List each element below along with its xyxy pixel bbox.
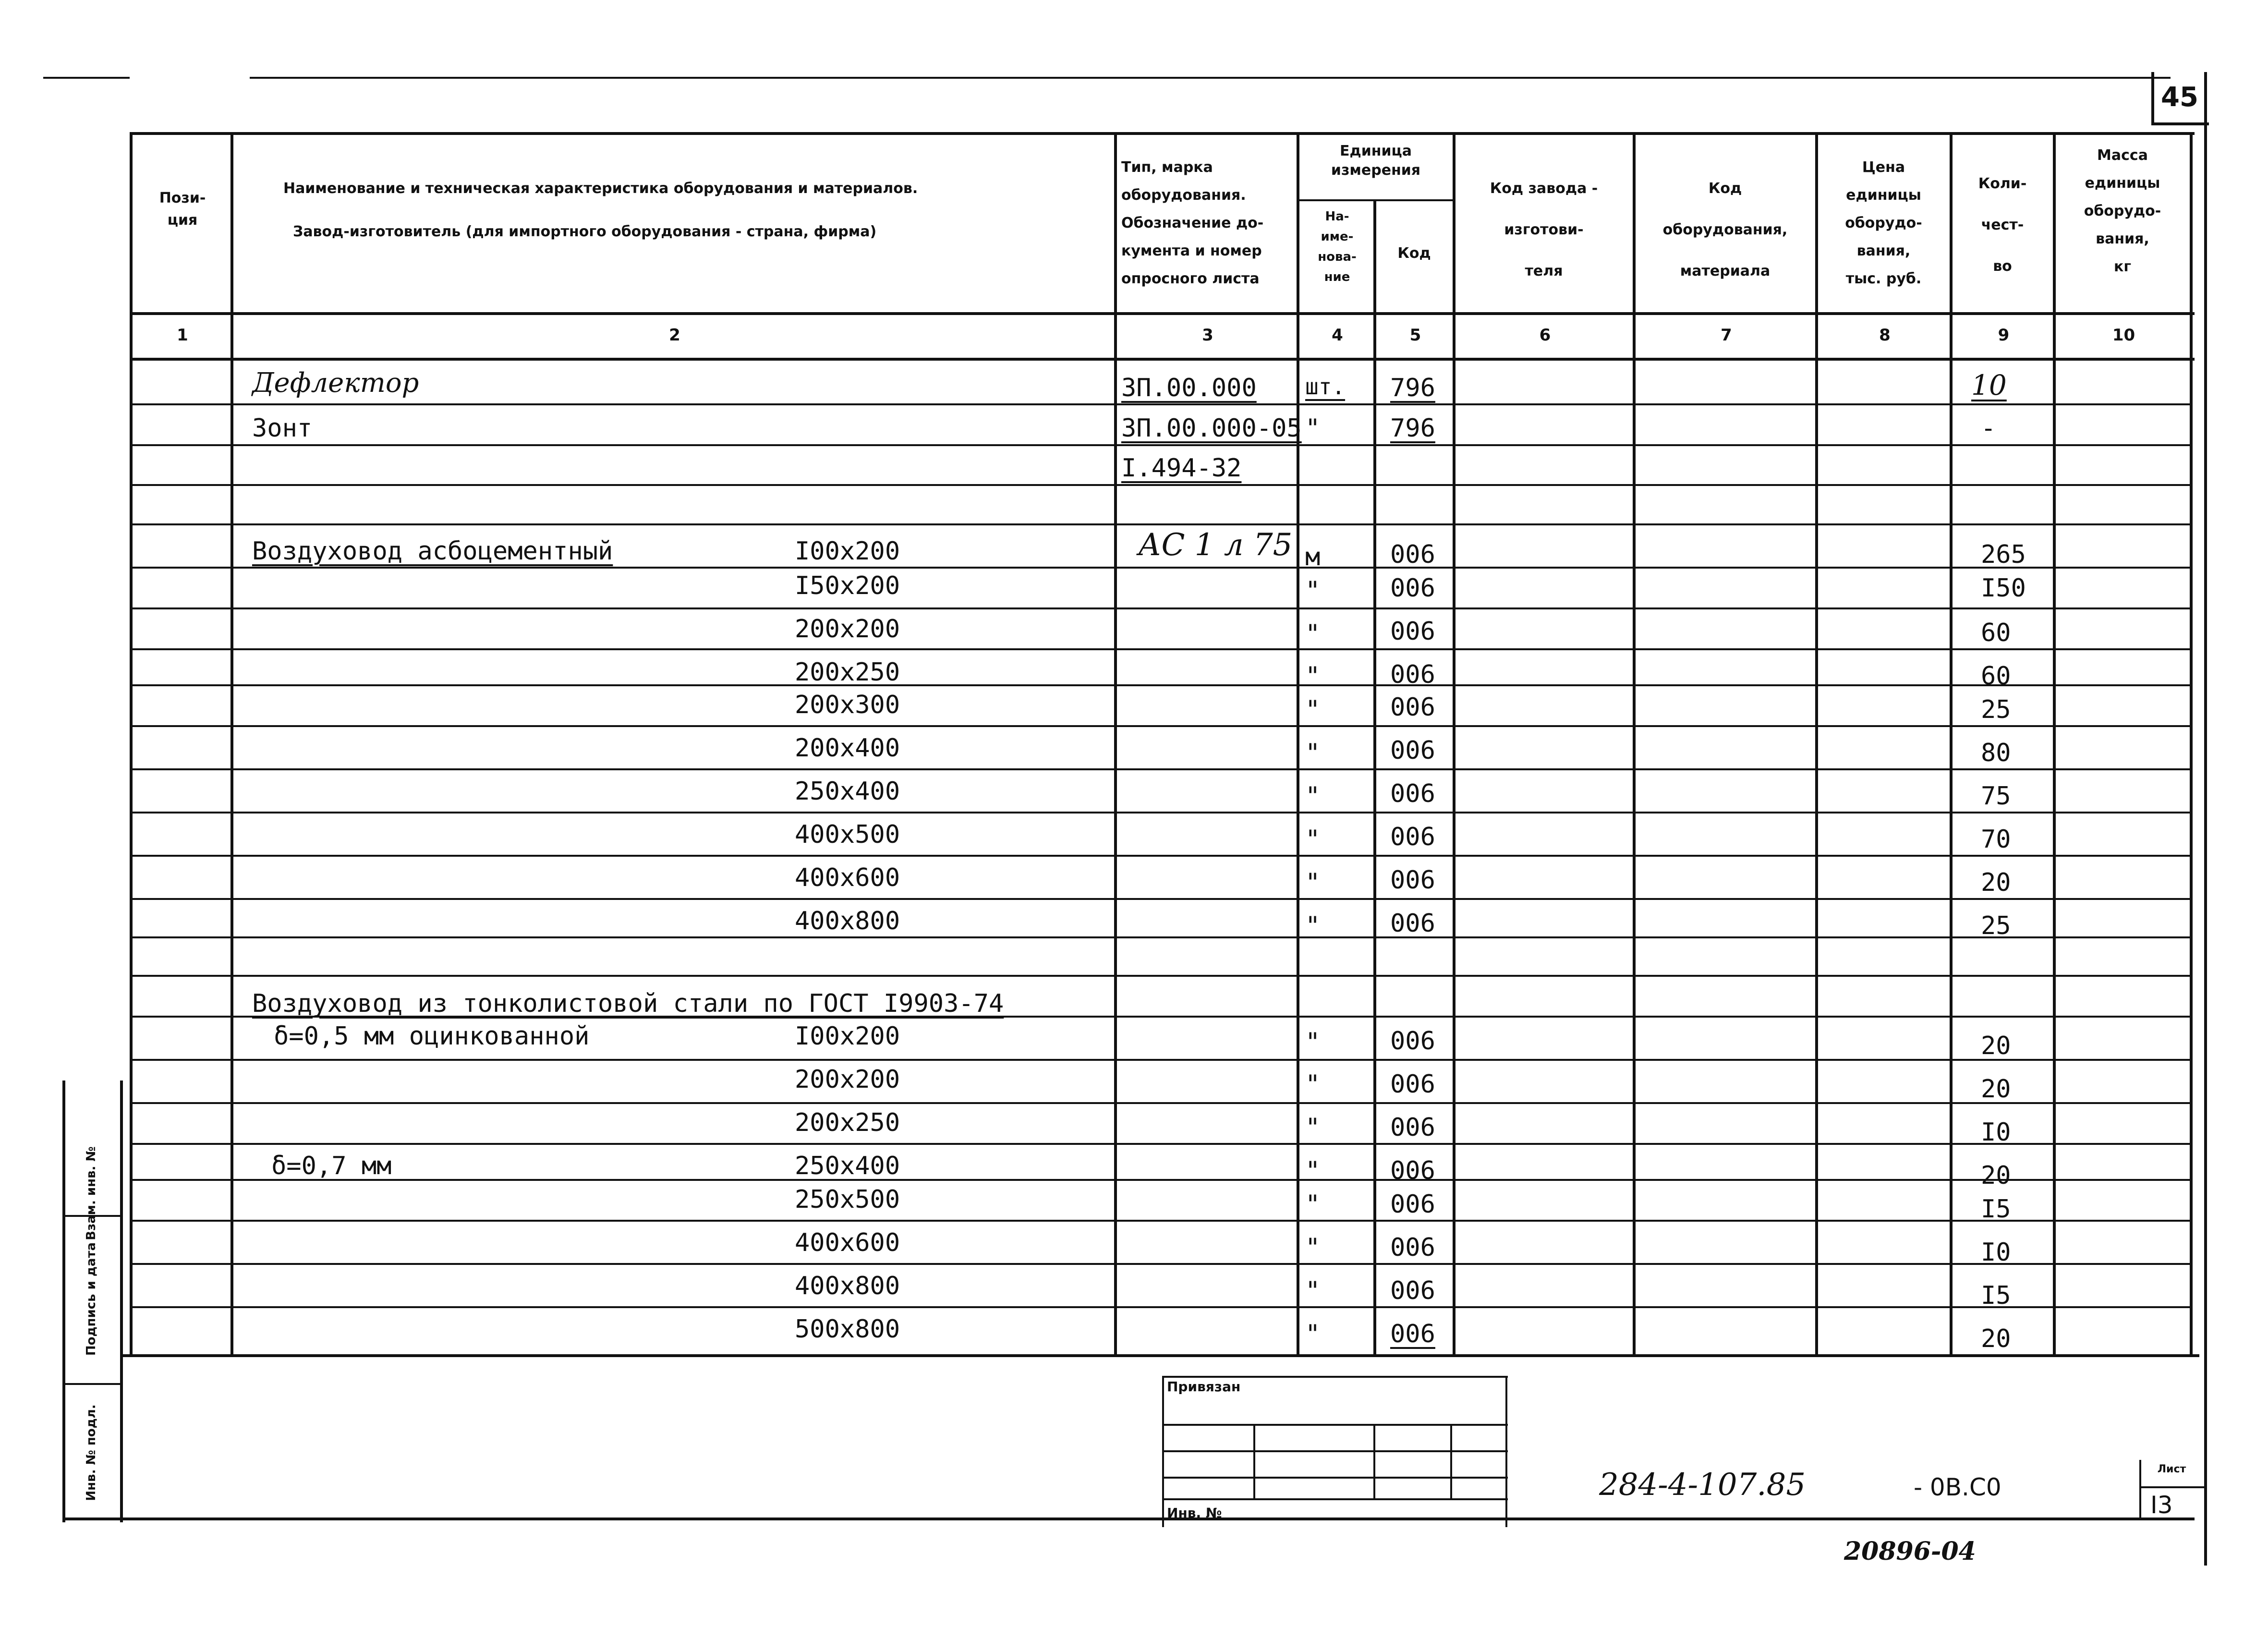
colnum-5: 5 (1409, 326, 1421, 345)
row-qty: 60 (1981, 662, 2011, 691)
row-unit: " (1305, 739, 1321, 767)
row-qty: I5 (1981, 1195, 2011, 1224)
top-dash-line (43, 77, 130, 79)
row-name: δ=0,7 мм (271, 1152, 392, 1180)
row-size: 250x400 (795, 1152, 900, 1180)
row-qty: 20 (1981, 1075, 2011, 1104)
colnum-7: 7 (1721, 326, 1732, 345)
row-unit: " (1305, 868, 1321, 897)
row-separator (130, 1220, 2192, 1222)
row-separator (130, 768, 2192, 770)
stamp-row1 (1162, 1424, 1508, 1426)
frame-right-border (2204, 72, 2207, 1566)
sheet-box-mid (2139, 1486, 2204, 1488)
row-separator (130, 607, 2192, 609)
row-unit: " (1305, 1113, 1321, 1142)
row-qty: 20 (1981, 1324, 2011, 1353)
row-code: 006 (1390, 1113, 1435, 1142)
row-code: 796 (1390, 414, 1435, 443)
row-qty: 25 (1981, 911, 2011, 940)
col-line-4 (1373, 199, 1376, 1354)
row-separator (130, 855, 2192, 857)
row-doc: АС 1 л 75 (1138, 527, 1293, 563)
stamp-row2 (1162, 1450, 1508, 1452)
top-border-line (250, 77, 2171, 79)
row-qty: 25 (1981, 695, 2011, 724)
row-code: 006 (1390, 1276, 1435, 1305)
header-col2-line1: Наименование и техническая характеристика оборудования и материалов. (283, 180, 918, 197)
row-separator (130, 1102, 2192, 1104)
row-qty: - (1981, 414, 1996, 443)
stamp-col3 (1450, 1424, 1452, 1498)
stamp-doc-code: 284-4-107.85 (1599, 1467, 1806, 1503)
row-code: 006 (1390, 779, 1435, 808)
row-size: 250x400 (795, 777, 900, 806)
row-qty: I50 (1981, 574, 2026, 603)
row-unit: " (1305, 695, 1321, 724)
row-separator (130, 648, 2192, 650)
row-qty: I0 (1981, 1238, 2011, 1267)
row-separator (130, 936, 2192, 938)
row-code: 006 (1390, 1070, 1435, 1099)
row-separator (130, 684, 2192, 686)
row-code: 006 (1390, 866, 1435, 895)
row-code: 006 (1390, 736, 1435, 765)
row-code: 006 (1390, 1233, 1435, 1262)
row-qty: 20 (1981, 1161, 2011, 1190)
row-code: 006 (1390, 1190, 1435, 1219)
row-unit: " (1305, 1233, 1321, 1262)
stamp-doc-suffix: - 0В.С0 (1914, 1473, 2001, 1501)
header-col8: Цена единицы оборудо- вания, тыс. руб. (1845, 159, 1922, 287)
side-strip-left (62, 1081, 65, 1522)
row-unit: " (1305, 911, 1321, 940)
header-col7: Код оборудования, материала (1662, 180, 1788, 279)
sheet-number-box-bottom (2151, 122, 2209, 125)
row-size: 200x200 (795, 615, 900, 643)
row-size: 200x250 (795, 658, 900, 687)
col-line-8 (1950, 132, 1953, 1354)
side-label-inv-podl: Инв. № подл. (84, 1404, 98, 1501)
row-size: 400x600 (795, 863, 900, 892)
row-unit: " (1305, 1156, 1321, 1185)
header-col5: Код (1397, 245, 1431, 262)
stamp-inv-no: Инв. № (1167, 1505, 1222, 1521)
col-line-7 (1815, 132, 1818, 1354)
row-qty: 80 (1981, 739, 2011, 767)
row-separator (130, 523, 2192, 525)
header-col6: Код завода - изготови- теля (1490, 180, 1598, 279)
header-col3: Тип, марка оборудования. Обозначение до- кумента и номер опросного листа (1121, 159, 1264, 287)
row-unit: " (1305, 1070, 1321, 1099)
header-bottom-border (130, 312, 2195, 315)
row-name: Воздуховод из тонколистовой стали по ГОСТ I9903-74 (252, 989, 1004, 1018)
row-separator (130, 403, 2192, 405)
row-unit: " (1305, 662, 1321, 691)
row-size: 400x800 (795, 1272, 900, 1300)
header-col2-line2: Завод-изготовитель (для импортного оборудования - страна, фирма) (293, 223, 877, 240)
colnum-4: 4 (1332, 326, 1343, 345)
row-size: 250x500 (795, 1185, 900, 1214)
header-col9: Коли- чест- во (1978, 175, 2027, 275)
row-code: 006 (1390, 1320, 1435, 1348)
row-qty: 20 (1981, 868, 2011, 897)
header-col45-group: Единица измерения (1331, 143, 1421, 179)
sheet-box-label: Лист (2157, 1463, 2186, 1475)
row-size: I00x200 (795, 1022, 900, 1051)
colnum-10: 10 (2112, 326, 2135, 345)
sheet-box-left (2139, 1460, 2141, 1518)
row-separator (130, 1306, 2192, 1308)
row-separator (130, 444, 2192, 446)
unit-group-divider (1297, 199, 1453, 201)
colnum-8: 8 (1879, 326, 1891, 345)
row-unit: м (1305, 543, 1321, 571)
stamp-row3 (1162, 1477, 1508, 1479)
row-separator (130, 484, 2192, 486)
colnum-bottom-border (130, 358, 2195, 361)
row-unit: " (1305, 782, 1321, 811)
stamp-col2 (1373, 1424, 1375, 1498)
row-size: 200x300 (795, 691, 900, 719)
row-code: 006 (1390, 660, 1435, 689)
row-doc: ЗП.00.000-05 (1121, 414, 1302, 443)
colnum-9: 9 (1998, 326, 2010, 345)
row-separator (130, 1179, 2192, 1181)
row-size: 200x400 (795, 734, 900, 763)
row-separator (130, 725, 2192, 727)
row-qty: 75 (1981, 782, 2011, 811)
row-size: 500x800 (795, 1315, 900, 1344)
col-line-6 (1633, 132, 1636, 1354)
side-label-podpis: Подпись и дата (84, 1242, 98, 1356)
stamp-col1 (1253, 1424, 1255, 1498)
row-separator (130, 1143, 2192, 1145)
col-line-3 (1297, 132, 1299, 1354)
row-unit: " (1305, 414, 1321, 443)
row-unit: " (1305, 1276, 1321, 1305)
row-code: 006 (1390, 1027, 1435, 1056)
side-strip-right (120, 1081, 123, 1522)
row-unit: " (1305, 619, 1321, 648)
row-size: 400x500 (795, 820, 900, 849)
row-code: 006 (1390, 1156, 1435, 1185)
col-line-10 (2190, 132, 2193, 1354)
row-separator (130, 812, 2192, 813)
colnum-6: 6 (1539, 326, 1551, 345)
row-code: 006 (1390, 617, 1435, 646)
col-line-2 (1114, 132, 1117, 1354)
row-code: 006 (1390, 693, 1435, 722)
row-name: Зонт (252, 414, 313, 443)
sheet-number: 45 (2161, 82, 2198, 113)
row-separator (130, 567, 2192, 569)
table-bottom-border (120, 1354, 2199, 1357)
colnum-3: 3 (1202, 326, 1213, 345)
row-separator (130, 1263, 2192, 1265)
row-qty: I5 (1981, 1281, 2011, 1310)
row-size: 200x250 (795, 1108, 900, 1137)
row-size: 200x200 (795, 1065, 900, 1094)
row-code: 006 (1390, 909, 1435, 938)
footer-number: 20896-04 (1844, 1537, 1976, 1566)
sheet-number-box-left (2151, 72, 2154, 125)
row-code: 006 (1390, 540, 1435, 569)
stamp-privyazan: Привязан (1167, 1379, 1241, 1395)
row-qty: 265 (1981, 540, 2026, 569)
side-label-vzam: Взам. инв. № (84, 1146, 98, 1240)
header-col4: На- име- нова- ние (1318, 209, 1357, 284)
row-code: 796 (1390, 374, 1435, 402)
col-line-0 (130, 132, 133, 1354)
row-unit: " (1305, 825, 1321, 854)
header-col1: Пози- ция (159, 190, 206, 229)
row-code: 006 (1390, 823, 1435, 851)
row-qty: 70 (1981, 825, 2011, 854)
header-col10: Масса единицы оборудо- вания, кг (2084, 147, 2161, 275)
row-name: Воздуховод асбоцементный (252, 537, 613, 566)
row-size: I50x200 (795, 571, 900, 600)
row-code: 006 (1390, 574, 1435, 603)
row-size: I00x200 (795, 537, 900, 566)
col-line-9 (2053, 132, 2056, 1354)
colnum-1: 1 (177, 326, 188, 345)
row-unit: " (1305, 1320, 1321, 1348)
colnum-2: 2 (669, 326, 680, 345)
row-separator (130, 975, 2192, 977)
row-name: Дефлектор (252, 367, 419, 399)
row-size: 400x600 (795, 1228, 900, 1257)
row-doc: I.494-32 (1121, 454, 1242, 483)
row-qty: I0 (1981, 1118, 2011, 1147)
row-unit: " (1305, 1190, 1321, 1219)
row-name: δ=0,5 мм оцинкованной (274, 1022, 590, 1051)
row-unit: " (1305, 576, 1321, 605)
frame-bottom-border (62, 1518, 2195, 1520)
col-line-5 (1453, 132, 1455, 1354)
row-qty: 60 (1981, 619, 2011, 647)
table-top-border (130, 132, 2195, 135)
row-qty: 10 (1971, 369, 2007, 401)
row-unit: шт. (1305, 374, 1346, 400)
stamp-row4 (1162, 1498, 1508, 1500)
row-unit: " (1305, 1028, 1321, 1056)
row-separator (130, 898, 2192, 900)
col-line-1 (230, 132, 233, 1354)
sheet-box-value: I3 (2150, 1491, 2173, 1519)
row-qty: 20 (1981, 1032, 2011, 1060)
row-separator (130, 1059, 2192, 1061)
row-size: 400x800 (795, 907, 900, 935)
row-doc: ЗП.00.000 (1121, 374, 1257, 402)
